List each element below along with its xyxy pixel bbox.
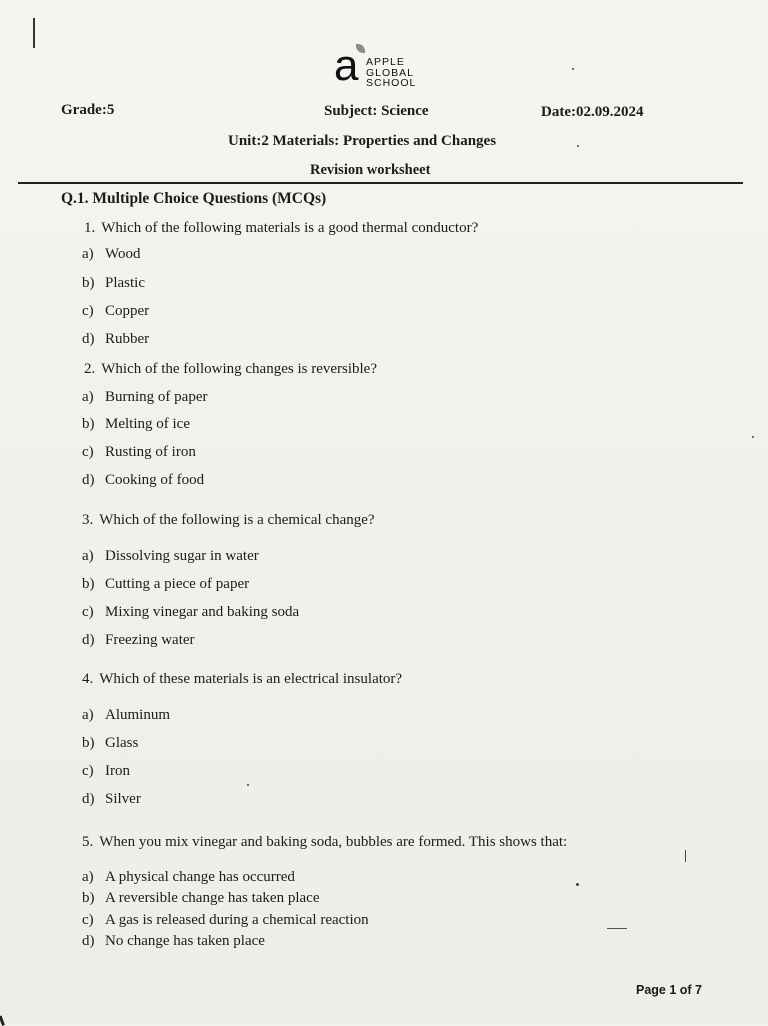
option-letter: c) [82,604,94,620]
question-body: When you mix vinegar and baking soda, bubbles are formed. This shows that: [99,834,568,850]
scan-speck [577,145,579,147]
scan-edge-mark [33,18,35,48]
option-letter: c) [82,912,94,928]
answer-option [82,869,295,886]
header-divider [18,182,743,184]
answer-option [82,632,195,649]
answer-option [82,890,319,907]
question-body: Which of the following materials is a good thermal conductor? [101,220,479,236]
option-text: Cutting a piece of paper [105,576,250,592]
option-text: Wood [105,246,141,262]
option-letter: b) [82,576,95,592]
scan-speck [685,850,686,862]
option-letter: d) [82,632,95,648]
question-number: 4. [82,671,94,687]
question-body: Which of the following is a chemical change? [99,512,375,528]
option-text: Dissolving sugar in water [105,548,259,564]
option-text: Melting of ice [105,416,190,432]
answer-option [82,444,196,461]
school-name-line: APPLE [366,56,405,68]
answer-option [82,246,140,263]
question-text [84,361,377,378]
option-letter: b) [82,890,95,906]
worksheet-title: Revision worksheet [310,162,431,178]
question-number: 2. [84,361,96,377]
option-letter: a) [82,707,94,723]
option-letter: a) [82,548,94,564]
option-text: Mixing vinegar and baking soda [105,604,300,620]
question-text [84,220,478,237]
question-number: 5. [82,834,94,850]
option-letter: c) [82,763,94,779]
subject-label: Subject: Science [324,103,429,119]
answer-option [82,933,265,950]
option-text: Copper [105,303,150,319]
option-letter: a) [82,246,94,262]
scan-speck [752,436,754,438]
option-text: No change has taken place [105,933,265,949]
option-text: Glass [105,735,139,751]
grade-label: Grade:5 [61,102,115,118]
option-letter: d) [82,933,95,949]
option-text: Silver [105,791,141,807]
question-body: Which of these materials is an electrical insulator? [99,671,403,687]
school-name [366,57,416,89]
option-text: Cooking of food [105,472,205,488]
scan-speck [576,883,579,886]
date-label: Date:02.09.2024 [541,104,644,120]
option-text: A physical change has occurred [105,869,295,885]
option-text: A gas is released during a chemical reaction [105,912,369,928]
answer-option [82,707,170,724]
option-letter: d) [82,472,95,488]
answer-option [82,735,138,752]
option-letter: d) [82,331,95,347]
question-text [82,671,402,688]
answer-option [82,331,149,348]
option-text: Rusting of iron [105,444,196,460]
answer-option [82,472,204,489]
answer-option [82,389,207,406]
page-number: Page 1 of 7 [636,983,702,997]
question-number: 3. [82,512,94,528]
scan-speck [247,784,249,786]
option-text: Aluminum [105,707,171,723]
answer-option [82,912,369,929]
answer-option [82,275,145,292]
option-letter: d) [82,791,95,807]
answer-option [82,604,299,621]
question-text [82,834,567,851]
school-logo [334,41,444,90]
option-text: A reversible change has taken place [105,890,320,906]
option-text: Iron [105,763,130,779]
option-letter: b) [82,735,95,751]
answer-option [82,548,259,565]
school-name-line: GLOBAL [366,66,415,79]
answer-option [82,416,190,433]
scan-speck [572,68,574,70]
option-text: Freezing water [105,632,195,648]
option-letter: c) [82,303,94,319]
school-name-line: SCHOOL [366,77,417,89]
logo-letter: a [334,41,359,90]
option-letter: b) [82,416,95,432]
option-letter: c) [82,444,94,460]
question-body: Which of the following changes is reversible? [101,361,377,377]
option-letter: a) [82,869,94,885]
question-text [82,512,375,529]
option-text: Burning of paper [105,389,208,405]
answer-option [82,303,149,320]
answer-option [82,576,249,593]
scan-dash-mark [607,928,627,929]
question-number: 1. [84,220,96,236]
option-text: Plastic [105,275,145,291]
answer-option [82,791,141,808]
section-title: Q.1. Multiple Choice Questions (MCQs) [61,190,327,207]
option-letter: b) [82,275,95,291]
option-text: Rubber [105,331,150,347]
unit-title: Unit:2 Materials: Properties and Changes [228,133,497,149]
option-letter: a) [82,389,94,405]
answer-option [82,763,130,780]
